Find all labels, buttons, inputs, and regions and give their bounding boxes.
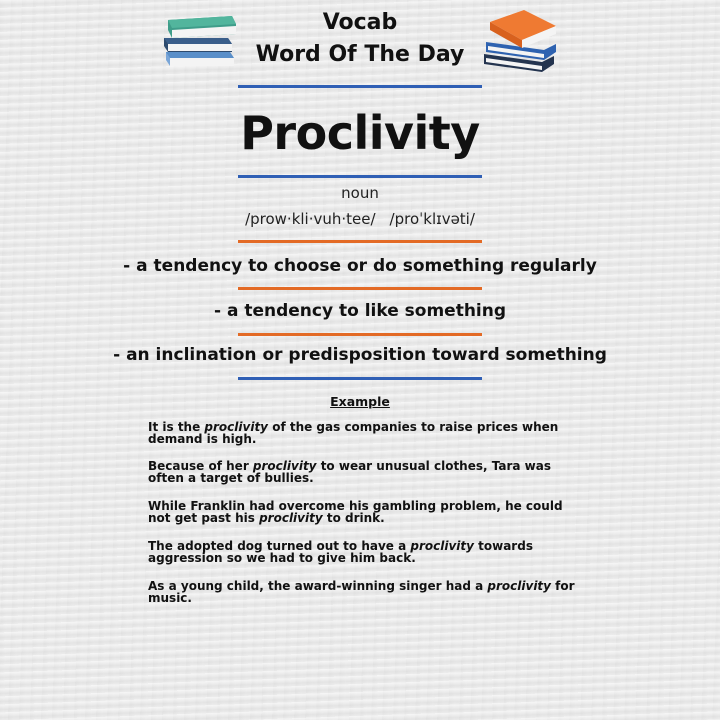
- example-keyword: proclivity: [487, 579, 551, 593]
- example-sentence: The adopted dog turned out to have a proclivity towards aggression so we had to give him back.: [148, 539, 533, 565]
- divider-orange-3: [238, 333, 482, 336]
- pronunciation-phonetic: /prow·kli·vuh·tee/: [245, 210, 376, 228]
- header-word-of-the-day: Word Of The Day: [255, 42, 465, 67]
- part-of-speech: noun: [341, 184, 379, 202]
- example-keyword: proclivity: [259, 510, 323, 525]
- example-sentence: While Franklin had overcome his gambling problem, he could not get past his proclivity to drink.: [148, 499, 563, 525]
- pronunciation-ipa: /proˈklɪvəti/: [389, 210, 475, 228]
- divider-blue-bottom: [238, 377, 482, 380]
- example-keyword: proclivity: [204, 420, 269, 434]
- divider-blue-word: [238, 175, 482, 178]
- definition-3: - an inclination or predisposition toward something: [113, 345, 607, 365]
- definition-2: - a tendency to like something: [213, 301, 507, 321]
- vocab-word: Proclivity: [240, 106, 480, 160]
- definition-1: - a tendency to choose or do something regularly: [123, 256, 597, 276]
- example-keyword: proclivity: [252, 459, 317, 473]
- example-sentence: Because of her proclivity to wear unusual clothes, Tara was often a target of bullies.: [148, 459, 551, 485]
- divider-orange-2: [238, 287, 482, 290]
- example-sentence: It is the proclivity of the gas companies to raise prices when demand is high.: [148, 420, 559, 446]
- divider-orange-1: [238, 240, 482, 243]
- example-heading: Example: [330, 394, 390, 409]
- pronunciation: [0, 210, 720, 228]
- header-vocab: Vocab: [322, 10, 398, 35]
- example-sentence: As a young child, the award-winning singer had a proclivity for music.: [148, 579, 575, 605]
- divider-blue-top: [238, 85, 482, 88]
- example-keyword: proclivity: [410, 539, 474, 553]
